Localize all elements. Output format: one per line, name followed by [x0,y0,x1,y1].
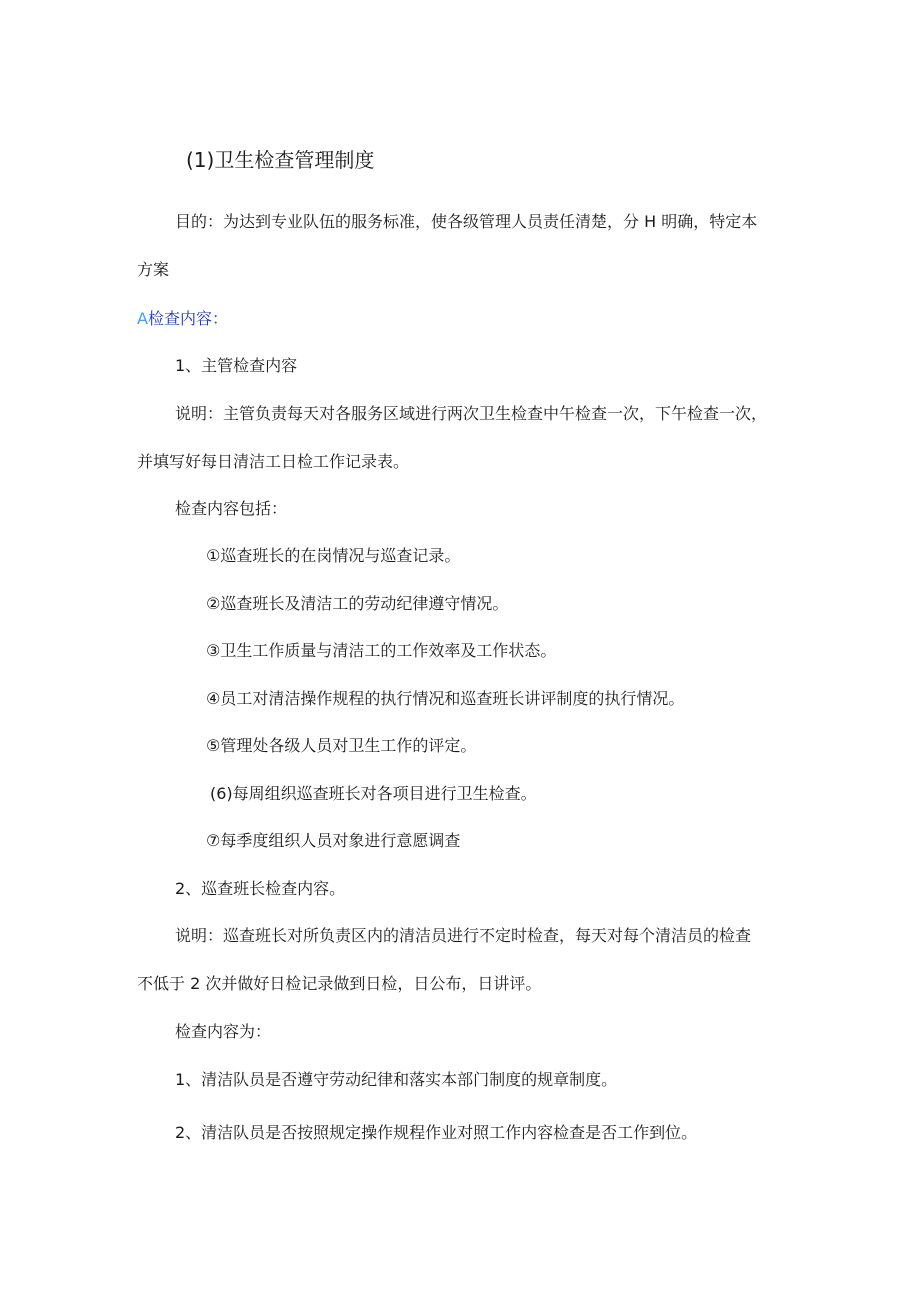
item1-point: ③卫生工作质量与清洁工的工作效率及工作状态。 [206,641,557,660]
item2-note-line-1: 说明：巡查班长对所负责区内的清洁员进行不定时检查，每天对每个清洁员的检查 [175,926,752,945]
item1-note-line-1: 说明：主管负责每天对各服务区域进行两次卫生检查中午检查一次，下午检查一次， [175,404,768,423]
item1-note-line-2: 并填写好每日清洁工日检工作记录表。 [137,452,410,471]
item1-includes-label: 检查内容包括： [175,499,288,518]
purpose-line-1: 目的：为达到专业队伍的服务标准，使各级管理人员责任清楚，分 H 明确，特定本 [175,212,758,231]
item1-point: (6)每周组织巡查班长对各项目进行卫生检查。 [210,784,537,803]
item2-includes-label: 检查内容为： [175,1022,272,1041]
item1-point: ④员工对清洁操作规程的执行情况和巡查班长讲评制度的执行情况。 [206,689,685,708]
item1-point: ⑦每季度组织人员对象进行意愿调查 [206,831,461,850]
item1-point: ①巡查班长的在岗情况与巡查记录。 [206,546,461,565]
item2-point: 2、清洁队员是否按照规定操作规程作业对照工作内容检查是否工作到位。 [175,1123,698,1142]
section-a-marker: A [137,309,148,328]
item1-heading: 1、主管检查内容 [175,356,298,375]
item1-point: ⑤管理处各级人员对卫生工作的评定。 [206,736,477,755]
item2-note-line-2: 不低于 2 次并做好日检记录做到日检，日公布，日讲评。 [137,974,542,993]
item2-heading: 2、巡查班长检查内容。 [175,879,346,898]
document-title: (1)卫生检查管理制度 [186,148,375,172]
purpose-line-2: 方案 [137,260,170,279]
item2-point: 1、清洁队员是否遵守劳动纪律和落实本部门制度的规章制度。 [175,1070,618,1089]
section-a-text: 检查内容： [147,309,228,328]
section-a-heading [137,308,228,330]
item1-point: ②巡查班长及清洁工的劳动纪律遵守情况。 [206,594,509,613]
